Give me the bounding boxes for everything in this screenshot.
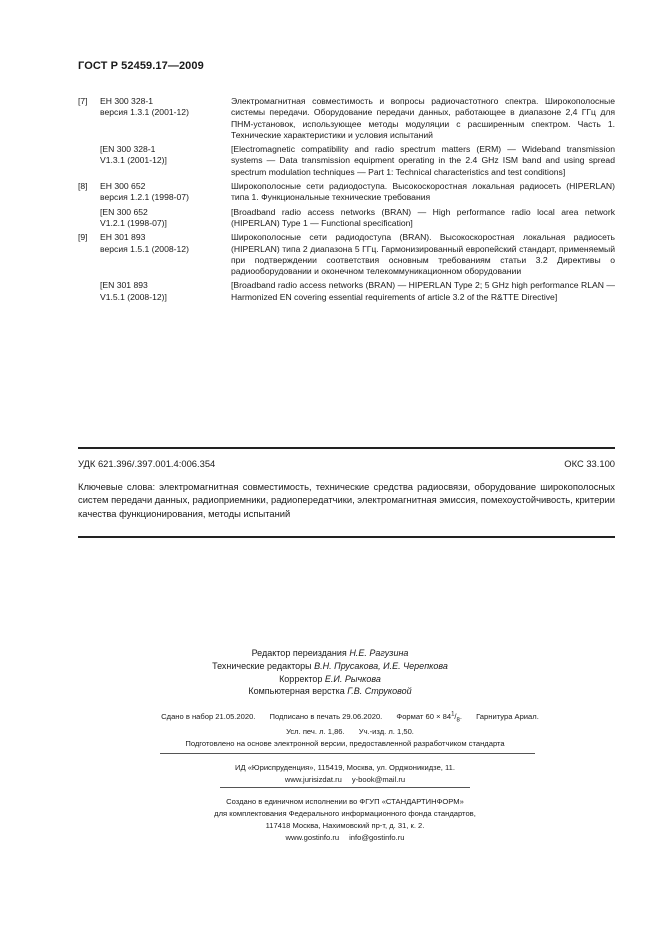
gostinfo-email-link[interactable]: info@gostinfo.ru bbox=[349, 833, 405, 842]
reference-number: [9] bbox=[78, 232, 88, 243]
print-info bbox=[90, 708, 610, 738]
keywords-label: Ключевые слова: bbox=[78, 481, 156, 492]
reference-code: ЕН 301 893 версия 1.5.1 (2008-12) bbox=[100, 232, 189, 254]
reference-row bbox=[78, 207, 615, 230]
reference-title: Электромагнитная совместимость и вопросы радиочастотного спектра. Широкополосные системы передачи. Оборудование передачи данных, работающее в диапазоне 2,4 ГГц для ПНМ-установок, использующее методы модуляции с расширенным спектром. Часть 1. Технические характеристики и условия испытаний bbox=[231, 96, 615, 140]
reference-number: [8] bbox=[78, 181, 88, 192]
layout-line: Компьютерная верстка Г.В. Струковой bbox=[248, 686, 412, 697]
print-format: Формат $60 \times 84^1/_8$. bbox=[396, 711, 462, 724]
reference-code: [EN 300 328-1 V1.3.1 (2001-12)] bbox=[100, 144, 167, 166]
reference-number bbox=[78, 207, 100, 230]
reference-title: [Broadband radio access networks (BRAN) — High performance radio local area network (HIPERLAN) Type 1 — Functional specification] bbox=[231, 206, 615, 228]
udk-code: УДК 621.396/.397.001.4:006.354 bbox=[78, 458, 216, 469]
reference-row bbox=[78, 181, 615, 204]
publisher-email-link[interactable]: y-book@mail.ru bbox=[351, 775, 406, 784]
standartinform-info: Создано в единичном исполнении во ФГУП «СТАНДАРТИНФОРМ» для комплектования Федерального информационного фонда стандартов, 117418 Москва, Нахимовский пр-т, д. 31, к. 2. www.gostinfo.ru info@gostinfo.ru bbox=[214, 797, 476, 842]
bibliography bbox=[78, 96, 615, 306]
thin-divider bbox=[220, 787, 470, 788]
classification-line bbox=[78, 458, 615, 469]
reference-code: ЕН 300 328-1 версия 1.3.1 (2001-12) bbox=[100, 96, 189, 118]
reference-title: [Electromagnetic compatibility and radio spectrum matters (ERM) — Wideband transmission systems — Data transmission equipment operating in the 2.4 GHz ISM band and using spread spectrum modulation techniques — Part 1: Technical characteristics and test conditions] bbox=[231, 144, 615, 177]
reference-row bbox=[78, 96, 615, 141]
reference-title: [Broadband radio access networks (BRAN) — HIPERLAN Type 2; 5 GHz high performance RLAN — Harmonized EN covering essential requirements of article 3.2 of the R&TTE Directive] bbox=[231, 280, 615, 302]
reference-row bbox=[78, 280, 615, 303]
publisher-info: ИД «Юриспруденция», 115419, Москва, ул. Орджоникидзе, 11. www.jurisizdat.ru y-book@mail.ru bbox=[234, 763, 456, 784]
corrector-line: Корректор Е.И. Рычкова bbox=[279, 673, 381, 684]
reference-number: [7] bbox=[78, 96, 88, 106]
reference-number bbox=[78, 280, 100, 303]
print-info-line-2: Усл. печ. л. 1,86. Уч.-изд. л. 1,50. bbox=[286, 727, 414, 737]
reference-number bbox=[78, 144, 100, 178]
prepared-note: Подготовлено на основе электронной версии, предоставленной разработчиком стандарта bbox=[185, 739, 505, 748]
publisher-site-link[interactable]: www.jurisizdat.ru bbox=[284, 775, 342, 784]
section-divider bbox=[78, 536, 615, 538]
keywords-text: электромагнитная совместимость, технические средства радиосвязи, оборудование широкополосных систем передачи данных, радиоприемники, радиопередатчики, электромагнитная эмиссия, помехоустойчивость, критерии качества функционирования, методы испытаний bbox=[78, 481, 615, 519]
keywords-paragraph bbox=[78, 480, 615, 520]
reference-title: Широкополосные сети радиодоступа (BRAN). Высокоскоростная локальная радиосеть (HIPERLAN) типа 2 диапазона 5 ГГц. Гармонизированный европейский стандарт, применяемый при подтверждении соответствия основным требованиям статьи 3.2 Директивы о радиооборудовании и оконечном телекоммуникационном оборудовании bbox=[231, 232, 615, 277]
document-header: ГОСТ Р 52459.17—2009 bbox=[78, 60, 204, 72]
print-info-line-1: Сдано в набор 21.05.2020. Подписано в печать 29.06.2020. Формат $60 \times 84^1/_8$. Гарнитура Ариал. bbox=[161, 711, 539, 724]
reference-code: ЕН 300 652 версия 1.2.1 (1998-07) bbox=[100, 181, 189, 203]
editor-line: Редактор переиздания Н.Е. Рагузина bbox=[251, 648, 409, 658]
credits-block bbox=[150, 647, 510, 698]
reference-title: Широкополосные сети радиодоступа. Высокоскоростная локальная радиосеть (HIPERLAN) типа 1. Функциональные технические требования bbox=[231, 181, 615, 203]
reference-row bbox=[78, 144, 615, 178]
gostinfo-site-link[interactable]: www.gostinfo.ru bbox=[285, 833, 340, 842]
tech-editors-line: Технические редакторы В.Н. Прусакова, И.Е. Черепкова bbox=[212, 660, 448, 671]
oks-code: ОКС 33.100 bbox=[564, 458, 615, 469]
section-divider bbox=[78, 447, 615, 449]
thin-divider bbox=[160, 753, 535, 754]
reference-code: [EN 301 893 V1.5.1 (2008-12)] bbox=[100, 280, 167, 302]
reference-row bbox=[78, 232, 615, 277]
reference-code: [EN 300 652 V1.2.1 (1998-07)] bbox=[100, 206, 167, 228]
